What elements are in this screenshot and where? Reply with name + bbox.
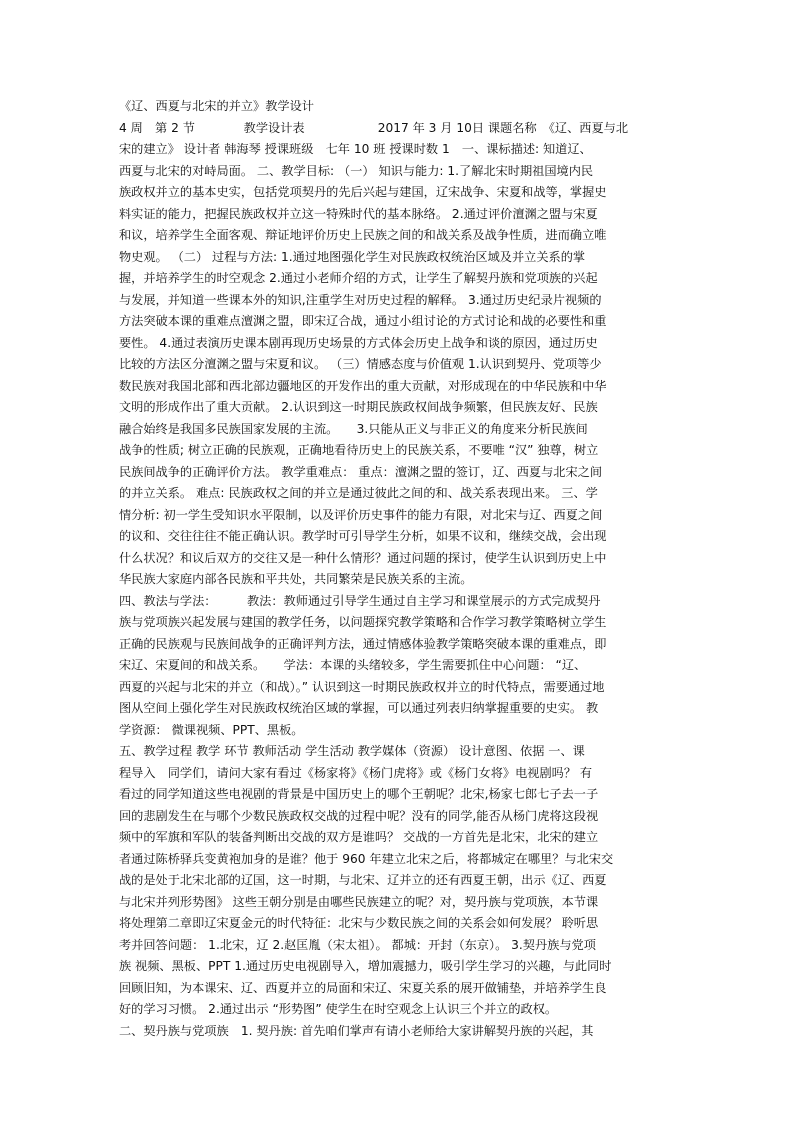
text-line: 将处理第二章即辽宋夏金元的时代特征：北宋与少数民族之间的关系会如何发展？ 聆听思 bbox=[119, 916, 599, 930]
text-line: 二、契丹族与党项族 1. 契丹族: 首先咱们掌声有请小老师给大家讲解契丹族的兴起，其 bbox=[119, 1023, 594, 1038]
text-line: 数民族对我国北部和西北部边疆地区的开发作出的重大贡献，对形成现在的中华民族和中华 bbox=[119, 378, 607, 393]
text-line: 好的学习习惯。 2.通过出示 “形势图” 使学生在时空观念上认识三个并立的政权。 bbox=[119, 1002, 558, 1016]
text-line: 五、教学过程 教学 环节 教师活动 学生活动 教学媒体（资源） 设计意图、依据 一、课 bbox=[119, 744, 585, 758]
text-line: 料实证的能力，把握民族政权并立这一特殊时代的基本脉络。 2.通过评价澶渊之盟与宋夏 bbox=[119, 206, 598, 221]
text-line: 的议和、交往往往不能正确认识。教学时可引导学生分析，如果不议和，继续交战，会出现 bbox=[119, 529, 607, 543]
text-line: 和议，培养学生全面客观、辩证地评价历史上民族之间的和战关系及战争性质，进而确立唯 bbox=[119, 228, 607, 242]
text-line: 西夏与北宋的对峙局面。 二、教学目标: （一） 知识与能力: 1.了解北宋时期祖国境内民 bbox=[119, 163, 594, 178]
text-line: 什么状况？和议后双方的交往又是一种什么情形？通过问题的探讨，使学生认识到历史上中 bbox=[119, 550, 607, 565]
text-line: 民族间战争的正确评价方法。 教学重难点： 重点：澶渊之盟的签订，辽、西夏与北宋之间 bbox=[119, 464, 603, 479]
text-line: 学资源： 微课视频、PPT、黑板。 bbox=[119, 722, 304, 737]
text-line: 者通过陈桥驿兵变黄袍加身的是谁？他于 960 年建立北宋之后，将都城定在哪里？与北宋交 bbox=[119, 851, 614, 866]
text-line: 与发展，并知道一些课本外的知识,注重学生对历史过程的解释。 3.通过历史纪录片视频的 bbox=[119, 292, 602, 307]
text-line: 4 周 第 2 节 教学设计表 2017 年 3 月 10日 课题名称 《辽、西夏与北 bbox=[119, 120, 629, 135]
text-line: 与北宋并列形势图》 这些王朝分别是由哪些民族建立的呢？对，契丹族与党项族，本节课 bbox=[119, 894, 599, 909]
text-line: 物史观。 （二） 过程与方法: 1.通过地图强化学生对民族政权统治区域及并立关系的掌 bbox=[119, 249, 586, 264]
text-line: 族 视频、黑板、PPT 1.通过历史电视剧导入，增加震撼力，吸引学生学习的兴趣，与此同时 bbox=[119, 959, 612, 973]
text-line: 看过的同学知道这些电视剧的背景是中国历史上的哪个王朝呢？北宋,杨家七郎七子去一子 bbox=[119, 787, 599, 801]
text-line: 方法突破本课的重难点澶渊之盟，即宋辽合战，通过小组讨论的方式讨论和战的必要性和重 bbox=[119, 314, 607, 328]
text-line: 回顾旧知，为本课宋、辽、西夏并立的局面和宋辽、宋夏关系的展开做铺垫，并培养学生良 bbox=[119, 980, 607, 995]
text-line: 正确的民族观与民族间战争的正确评判方法，通过情感体验教学策略突破本课的重难点，即 bbox=[119, 636, 607, 651]
text-line: 华民族大家庭内部各民族和平共处，共同繁荣是民族关系的主流。 bbox=[119, 572, 473, 586]
text-line: 战的是处于北宋北部的辽国，这一时期，与北宋、辽并立的还有西夏王朝，出示《辽、西夏 bbox=[119, 873, 607, 887]
text-line: 宋辽、宋夏间的和战关系。 学法：本课的头绪较多，学生需要抓住中心问题： “辽、 bbox=[119, 658, 587, 672]
text-line: 宋的建立》 设计者 韩海琴 授课班级 七年 10 班 授课时数 1 一、课标描述: 知道辽、 bbox=[119, 142, 592, 156]
text-line: 四、教法与学法： 教法：教师通过引导学生通过自主学习和课堂展示的方式完成契丹 bbox=[119, 593, 601, 608]
document-title: 《辽、西夏与北宋的并立》教学设计 bbox=[119, 99, 314, 113]
text-line: 战争的性质; 树立正确的民族观，正确地看待历史上的民族关系，不要唯 “汉” 独尊，树立 bbox=[119, 443, 599, 457]
text-line: 族政权并立的基本史实，包括党项契丹的先后兴起与建国，辽宋战争、宋夏和战等，掌握史 bbox=[119, 185, 607, 199]
text-line: 族与党项族兴起发展与建国的教学任务，以问题探究教学策略和合作学习教学策略树立学生 bbox=[119, 615, 607, 629]
text-line: 握，并培养学生的时空观念 2.通过小老师介绍的方式，让学生了解契丹族和党项族的兴起 bbox=[119, 271, 598, 285]
text-line: 情分析: 初一学生受知识水平限制，以及评价历史事件的能力有限，对北宋与辽、西夏之间 bbox=[119, 507, 603, 522]
text-line: 的并立关系。 难点: 民族政权之间的并立是通过彼此之间的和、战关系表现出来。 三、学 bbox=[119, 486, 598, 500]
text-line: 西夏的兴起与北宋的并立（和战）。” 认识到这一时期民族政权并立的时代特点，需要通过地 bbox=[119, 679, 605, 694]
text-line: 文明的形成作出了重大贡献。 2.认识到这一时期民族政权间战争频繁，但民族友好、民族 bbox=[119, 400, 598, 414]
text-line: 程导入 同学们，请问大家有看过《杨家将》《杨门虎将》或《杨门女将》电视剧吗？ 有 bbox=[119, 765, 593, 780]
text-line: 考并回答问题： 1.北宋，辽 2.赵匡胤（宋太祖）。 都城：开封（东京）。 3.契丹族与党项 bbox=[119, 937, 596, 952]
document-body bbox=[119, 96, 685, 1042]
text-line: 要性。 4.通过表演历史课本剧再现历史场景的方式体会历史上战争和谈的原因，通过历史 bbox=[119, 335, 598, 350]
text-line: 图从空间上强化学生对民族政权统治区域的掌握，可以通过列表归纳掌握重要的史实。 教 bbox=[119, 701, 599, 715]
text-line: 频中的军旗和军队的装备判断出交战的双方是谁吗？ 交战的一方首先是北宋，北宋的建立 bbox=[119, 830, 599, 844]
text-line: 比较的方法区分澶渊之盟与宋夏和议。 （三）情感态度与价值观 1.认识到契丹、党项等少 bbox=[119, 357, 602, 371]
text-line: 融合始终是我国多民族国家发展的主流。 3.只能从正义与非正义的角度来分析民族间 bbox=[119, 421, 588, 436]
text-line: 回的悲剧发生在与哪个少数民族政权交战的过程中呢？没有的同学,能否从杨门虎将这段视 bbox=[119, 808, 599, 823]
